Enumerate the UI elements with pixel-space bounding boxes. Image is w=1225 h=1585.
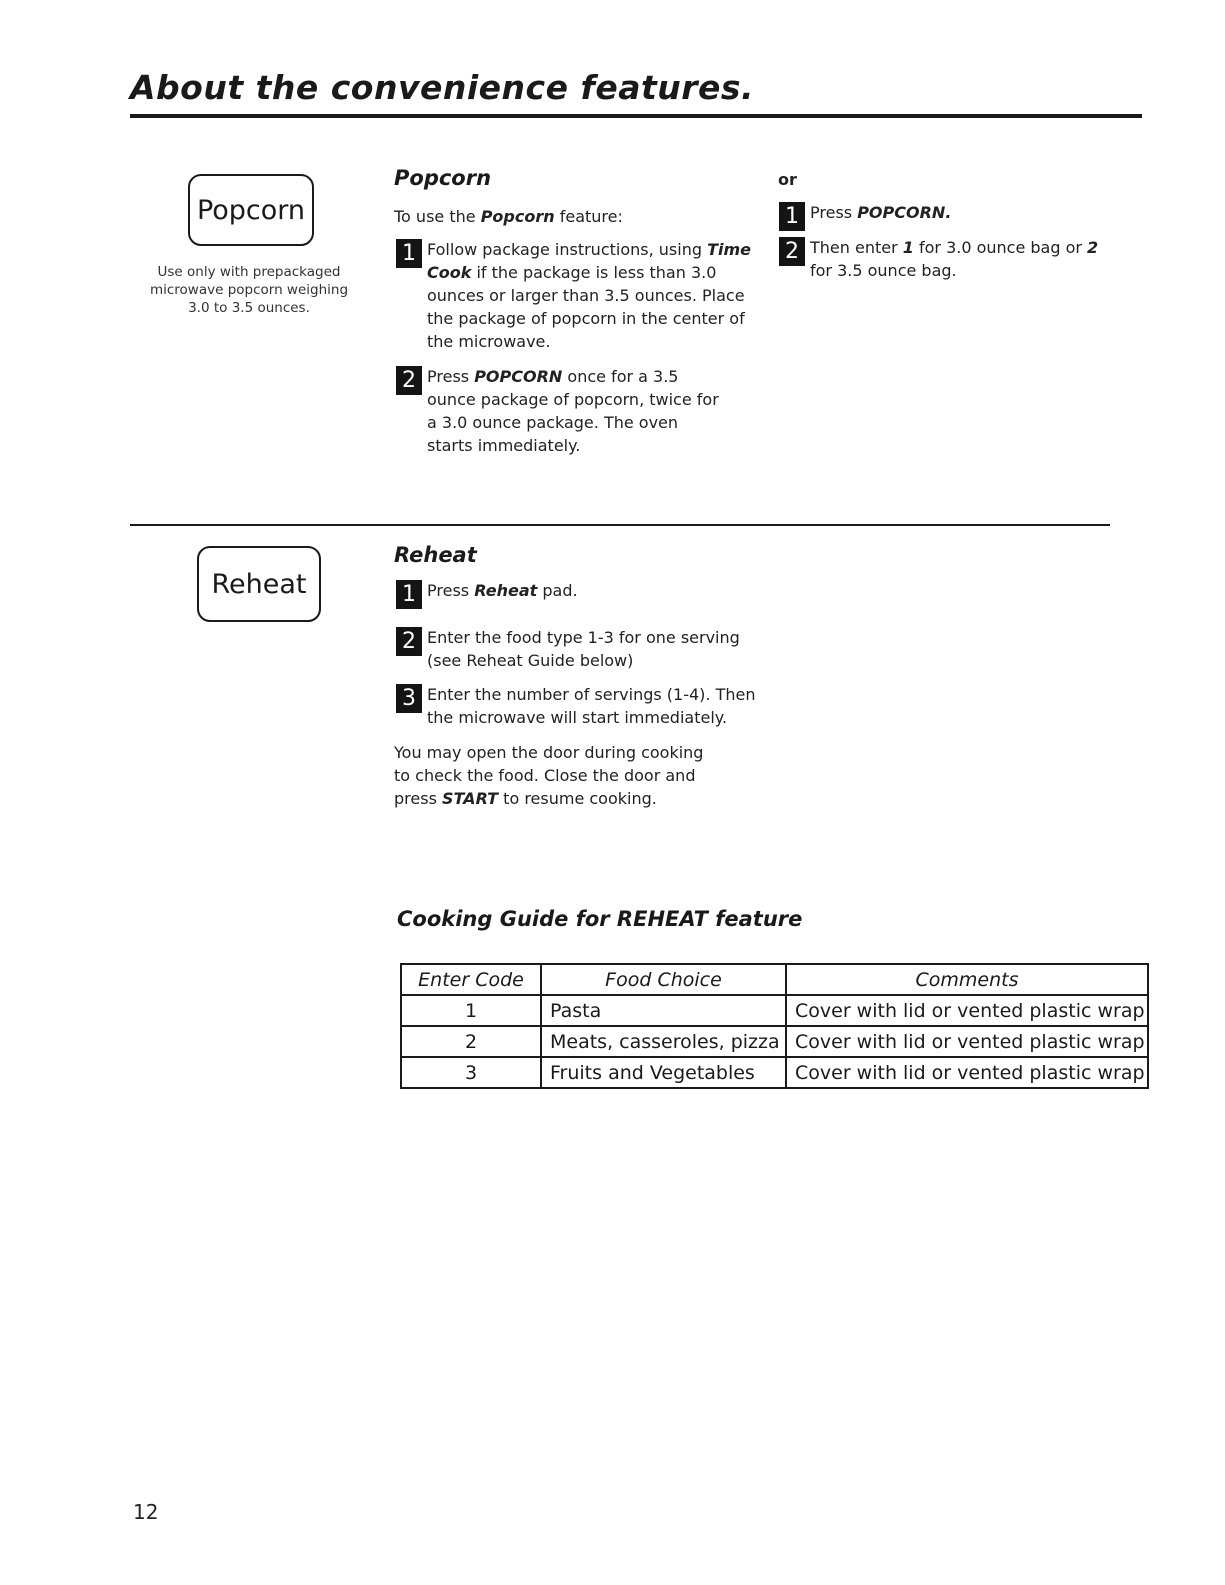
cell-code: 1 — [401, 995, 541, 1026]
reheat-step-1 — [396, 579, 756, 609]
cell-code: 3 — [401, 1057, 541, 1088]
reheat-heading: Reheat — [394, 543, 477, 567]
cell-comment: Cover with lid or vented plastic wrap — [786, 1026, 1148, 1057]
step-text: Enter the food type 1-3 for one serving (see Reheat Guide below) — [427, 628, 740, 670]
popcorn-alt-step-2 — [779, 236, 1124, 282]
table-row — [401, 995, 1148, 1026]
cell-food: Meats, casseroles, pizza — [541, 1026, 786, 1057]
cell-code: 2 — [401, 1026, 541, 1057]
popcorn-keypad-button: Popcorn — [188, 174, 314, 246]
table-header-row — [401, 964, 1148, 995]
popcorn-intro: To use the Popcorn feature: — [394, 207, 623, 226]
reheat-step-2 — [396, 626, 741, 672]
step-number-badge: 2 — [396, 627, 422, 656]
column-header-code: Enter Code — [401, 964, 541, 995]
reheat-guide-table — [400, 963, 1149, 1089]
step-number-badge: 1 — [396, 239, 422, 268]
table-row — [401, 1057, 1148, 1088]
step-number-badge: 2 — [396, 366, 422, 395]
popcorn-heading: Popcorn — [394, 166, 492, 190]
page-number: 12 — [133, 1500, 159, 1524]
page-title: About the convenience features. — [130, 68, 755, 107]
table-row — [401, 1026, 1148, 1057]
column-header-food: Food Choice — [541, 964, 786, 995]
cell-comment: Cover with lid or vented plastic wrap — [786, 995, 1148, 1026]
reheat-keypad-button: Reheat — [197, 546, 321, 622]
popcorn-note: Use only with prepackaged microwave popcorn weighing 3.0 to 3.5 ounces. — [149, 264, 349, 316]
step-text: Press POPCORN once for a 3.5 ounce package of popcorn, twice for a 3.0 ounce package. The oven starts immediately. — [427, 367, 719, 455]
guide-title: Cooking Guide for REHEAT feature — [397, 907, 803, 931]
section-divider — [130, 524, 1110, 526]
column-header-comments: Comments — [786, 964, 1148, 995]
popcorn-alt-or: or — [778, 170, 797, 189]
title-rule — [130, 114, 1142, 118]
step-number-badge: 1 — [779, 202, 805, 231]
reheat-step-3 — [396, 683, 756, 729]
step-number-badge: 1 — [396, 580, 422, 609]
step-text: Then enter 1 for 3.0 ounce bag or 2 for 3.5 ounce bag. — [810, 238, 1099, 280]
step-text: Follow package instructions, using Time Cook if the package is less than 3.0 ounces or larger than 3.5 ounces. Place the package of popcorn in the center of the microwave. — [427, 240, 752, 351]
step-number-badge: 3 — [396, 684, 422, 713]
cell-food: Fruits and Vegetables — [541, 1057, 786, 1088]
cell-food: Pasta — [541, 995, 786, 1026]
cell-comment: Cover with lid or vented plastic wrap — [786, 1057, 1148, 1088]
step-text: Enter the number of servings (1-4). Then the microwave will start immediately. — [427, 685, 756, 727]
popcorn-alt-step-1 — [779, 201, 1139, 231]
step-number-badge: 2 — [779, 237, 805, 266]
popcorn-step-2 — [396, 365, 726, 457]
step-text: Press Reheat pad. — [427, 581, 578, 600]
step-text: Press POPCORN. — [810, 203, 952, 222]
reheat-door-note: You may open the door during cooking to check the food. Close the door and press START to resume cooking. — [394, 743, 704, 808]
popcorn-step-1 — [396, 238, 758, 353]
